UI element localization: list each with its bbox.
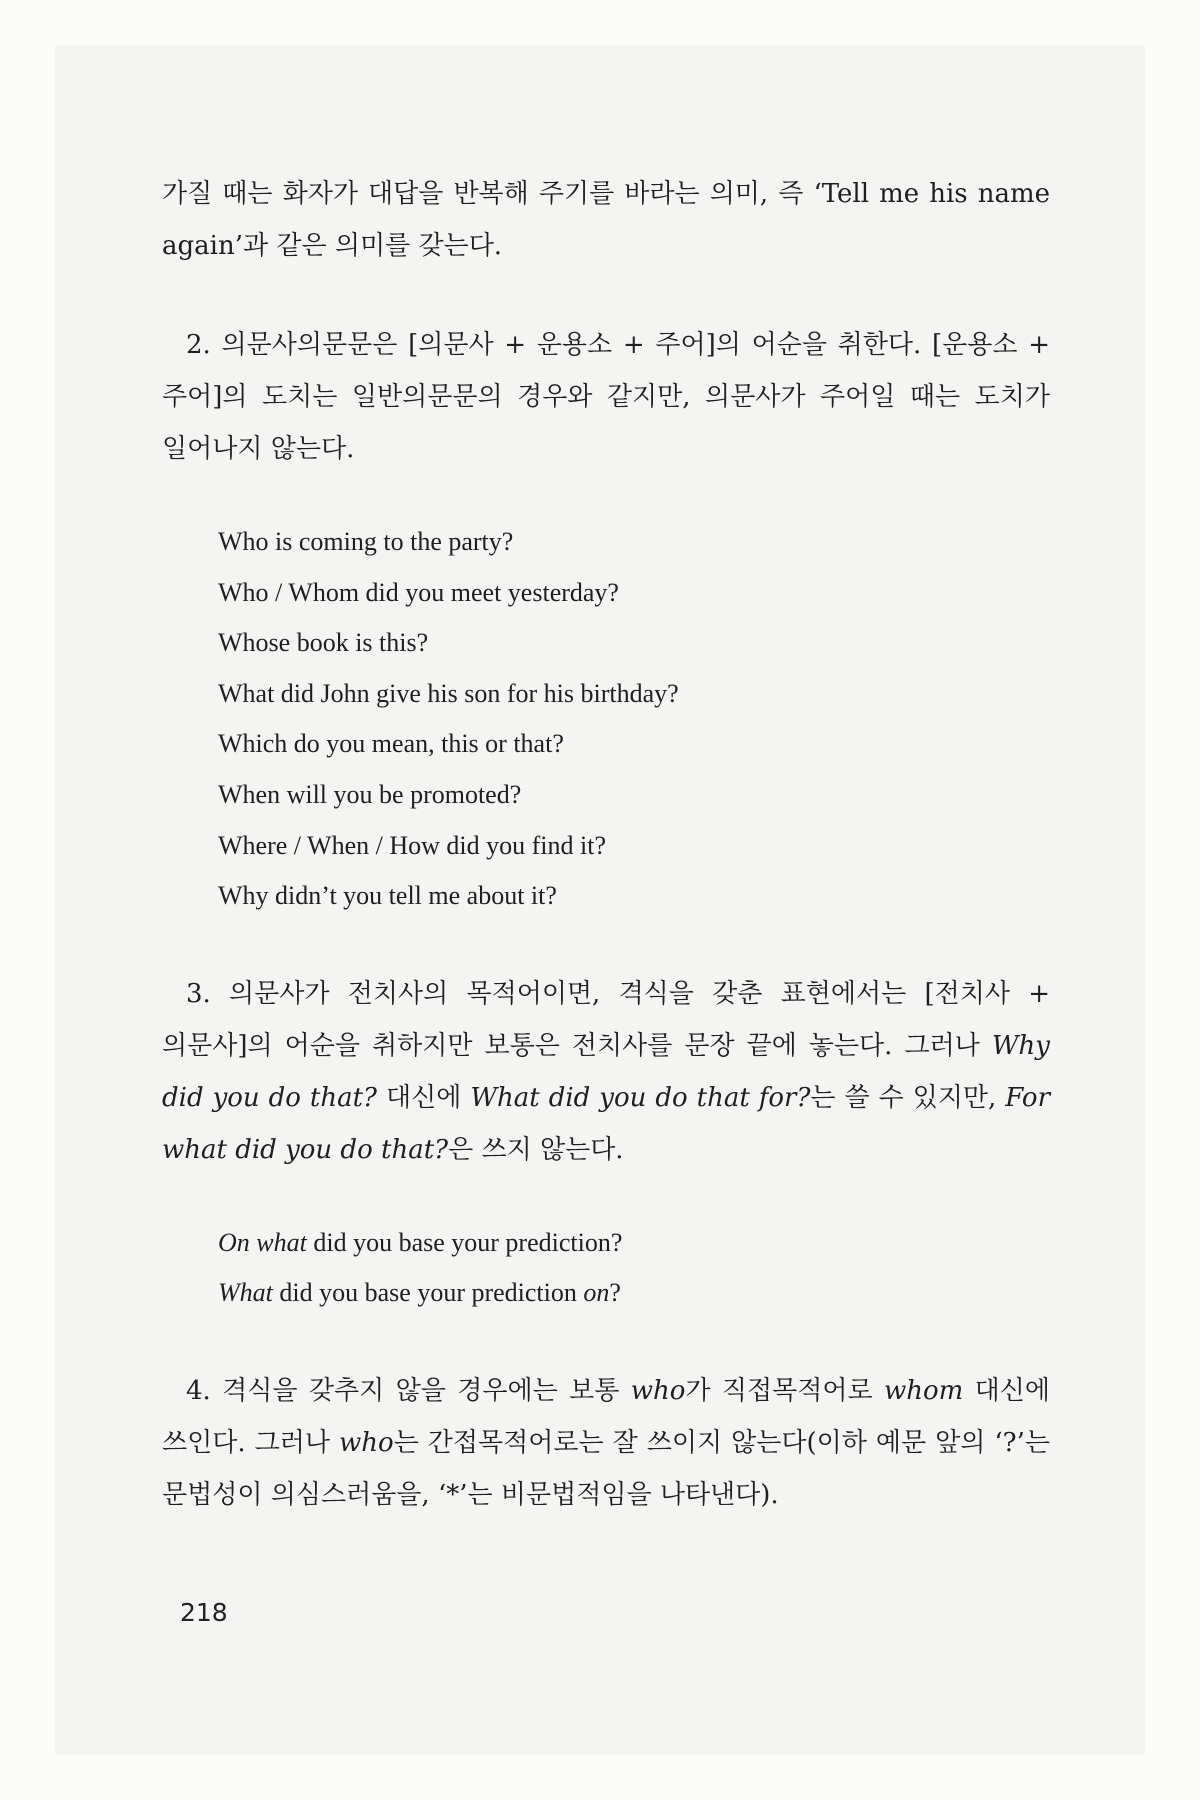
italic-word: who	[630, 1375, 686, 1406]
text-span: 대신에 쓰인다. 그러나	[162, 1375, 1050, 1458]
example-sentence: Why didn’t you tell me about it?	[218, 881, 557, 911]
text-span: ?	[609, 1278, 621, 1308]
example-sentence: Who is coming to the party?	[218, 527, 514, 556]
paragraph-continuation: 가질 때는 화자가 대답을 반복해 주기를 바라는 의미, 즉 ‘Tell me his name again’과 같은 의미를 갖는다.	[162, 179, 1050, 261]
italic-phrase: What	[218, 1278, 273, 1308]
page-content	[162, 168, 1050, 1521]
italic-example: For what did you do that?	[162, 1082, 1050, 1165]
text-span: 는 간접목적어로는 잘 쓰이지 않는다(이하 예문 앞의 ‘?’는 문법성이 의심스러움을, ‘*’는 비문법적임을 나타낸다).	[162, 1427, 1050, 1510]
text-span: 가 직접목적어로	[685, 1375, 884, 1406]
text-span: did you base your prediction?	[306, 1227, 623, 1257]
italic-word: who	[339, 1427, 394, 1458]
italic-phrase: On what	[218, 1227, 307, 1257]
text-span: 4. 격식을 갖추지 않을 경우에는 보통	[186, 1375, 631, 1406]
text-span: did you base your prediction	[272, 1278, 584, 1308]
text-span: 3. 의문사가 전치사의 목적어이면, 격식을 갖춘 표현에서는 [전치사 + 의문사]의 어순을 취하지만 보통은 전치사를 문장 끝에 놓는다. 그러나	[162, 978, 1050, 1061]
italic-phrase: on	[583, 1278, 610, 1308]
text-span: 대신에	[377, 1082, 471, 1113]
example-sentence: Which do you mean, this or that?	[218, 729, 564, 759]
paragraph-point-4	[162, 1365, 1050, 1521]
paragraph-point-2: 2. 의문사의문문은 [의문사 + 운용소 + 주어]의 어순을 취한다. [운용소 + 주어]의 도치는 일반의문문의 경우와 같지만, 의문사가 주어일 때는 도치가 일어나지 않는다.	[162, 330, 1050, 464]
example-sentence: Who / Whom did you meet yesterday?	[218, 577, 619, 607]
example-list-prepositions	[162, 1218, 1050, 1319]
example-sentence: Whose book is this?	[218, 628, 429, 658]
text-span: 는 쓸 수 있지만,	[810, 1082, 1006, 1113]
example-sentence: Where / When / How did you find it?	[218, 830, 606, 860]
example-list-wh-questions	[162, 517, 1050, 922]
page-number: 218	[180, 1598, 228, 1627]
example-sentence: What did John give his son for his birthday?	[218, 678, 679, 708]
example-sentence	[218, 1218, 1050, 1269]
italic-example: What did you do that for?	[470, 1082, 811, 1113]
italic-word: whom	[883, 1375, 964, 1406]
example-sentence	[218, 1268, 1050, 1319]
italic-example: Why did you do that?	[162, 1030, 1050, 1113]
paragraph-point-3	[162, 968, 1050, 1176]
example-sentence: When will you be promoted?	[218, 779, 522, 809]
text-span: 은 쓰지 않는다.	[448, 1134, 624, 1165]
